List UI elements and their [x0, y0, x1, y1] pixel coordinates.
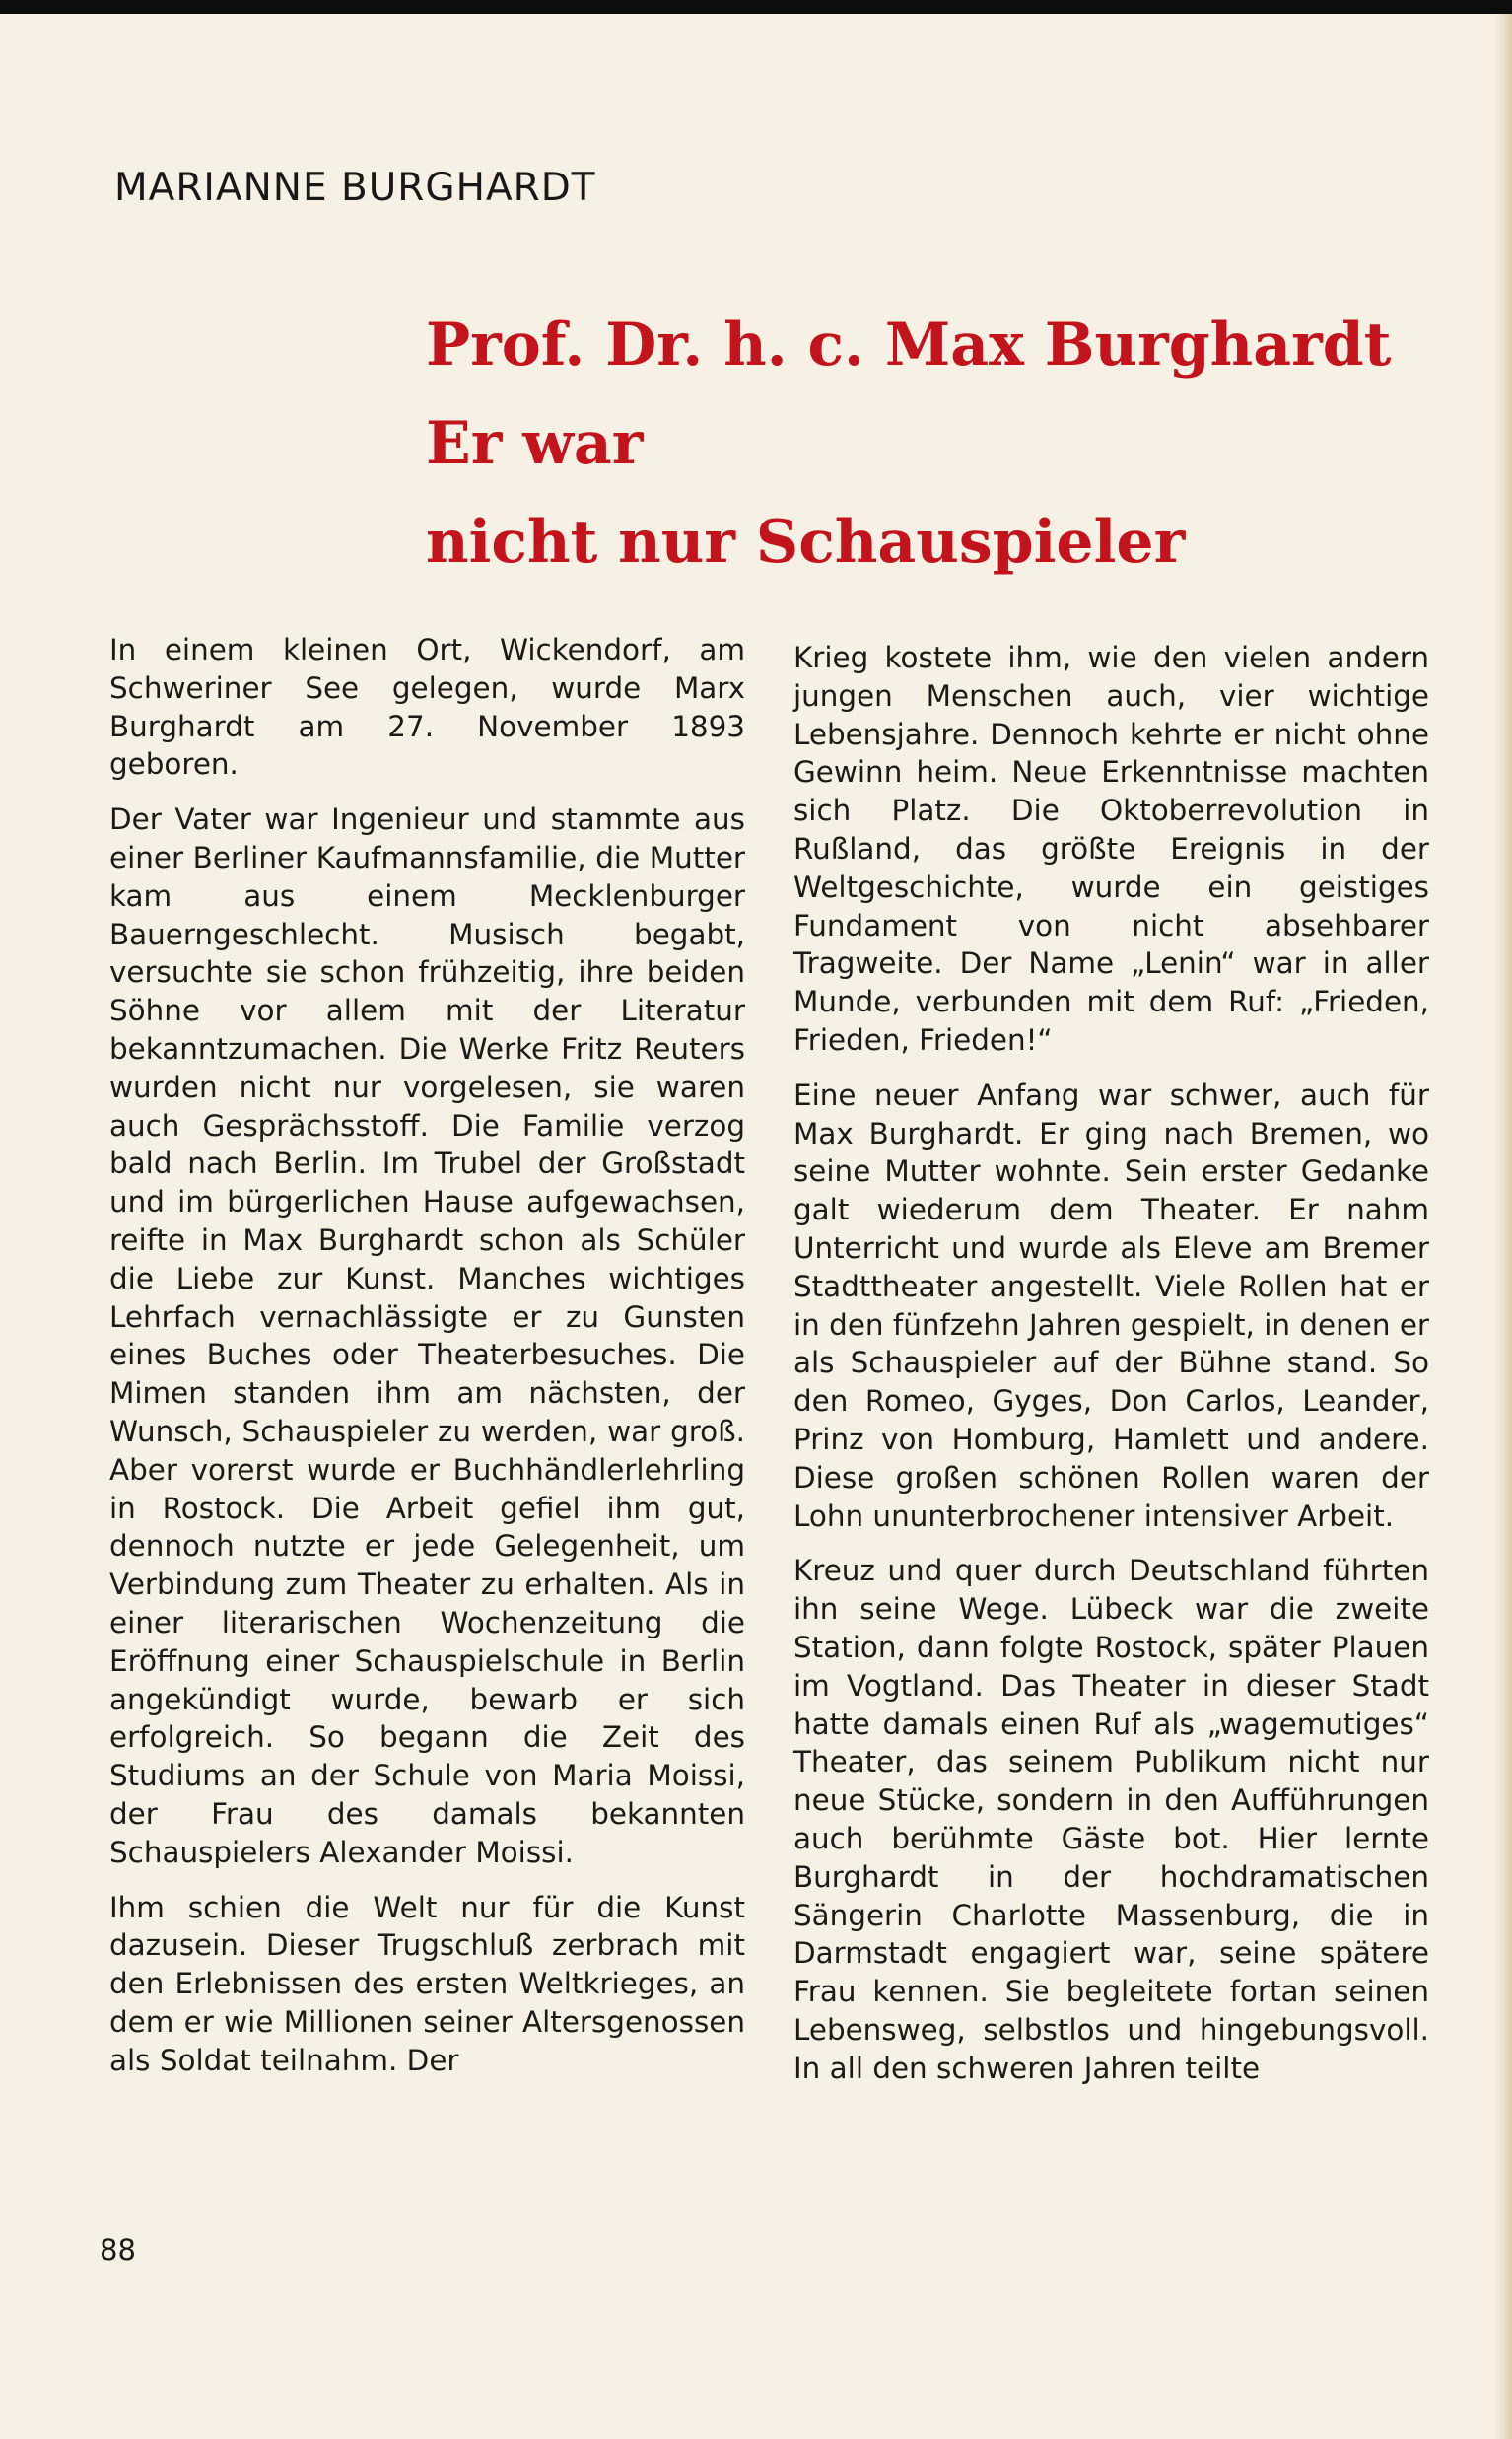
paragraph: Eine neuer Anfang war schwer, auch für Max Burghardt. Er ging nach Bremen, wo seine Mutter wohnte. Sein erster Gedanke galt wiederum dem Theater. Er nahm Unterricht und wurde als Eleve am Bremer Stadttheater angestellt. Viele Rollen hat er in den fünfzehn Jahren gespielt, in denen er als Schauspieler auf der Bühne stand. So den Romeo, Gyges, Don Carlos, Leander, Prinz von Homburg, Hamlett und andere. Diese großen schönen Rollen waren der Lohn ununterbrochener intensiver Arbeit. — [793, 1078, 1429, 1533]
right-text-column — [793, 639, 1429, 2104]
paragraph: Krieg kostete ihm, wie den vielen andern jungen Menschen auch, vier wichtige Lebensjahre. Dennoch kehrte er nicht ohne Gewinn heim. Neue Erkenntnisse machten sich Platz. Die Oktoberrevolution in Rußland, das größte Ereignis in der Weltgeschichte, wurde ein geistiges Fundament von nicht absehbarer Tragweite. Der Name „Lenin“ war in aller Munde, verbunden mit dem Ruf: „Frieden, Frieden, Frieden!“ — [793, 641, 1429, 1057]
title-line-3: nicht nur Schauspieler — [426, 508, 1186, 577]
article-title — [426, 296, 1461, 592]
author-name: MARIANNE BURGHARDT — [114, 166, 596, 210]
paragraph: Kreuz und quer durch Deutschland führten ihn seine Wege. Lübeck war die zweite Station, dann folgte Rostock, später Plauen im Vogtland. Das Theater in dieser Stadt hatte damals einen Ruf als „wagemutiges“ Theater, das seinem Publikum nicht nur neue Stücke, sondern in den Aufführungen auch berühmte Gäste bot. Hier lernte Burghardt in der hochdramatischen Sängerin Charlotte Massenburg, die in Darmstadt engagiert war, seine spätere Frau kennen. Sie begleitete fortan seinen Lebensweg, selbstlos und hingebungsvoll. In all den schweren Jahren teilte — [793, 1554, 1429, 2085]
title-line-2: Er war — [426, 409, 644, 478]
paragraph: In einem kleinen Ort, Wickendorf, am Schweriner See gelegen, wurde Marx Burghardt am 27. November 1893 geboren. — [109, 633, 745, 782]
left-text-column — [109, 631, 745, 2096]
page-edge-shadow — [1494, 14, 1512, 2439]
page-number: 88 — [100, 2233, 136, 2266]
scan-top-border — [0, 0, 1512, 14]
paragraph: Der Vater war Ingenieur und stammte aus einer Berliner Kaufmannsfamilie, die Mutter kam aus einem Mecklenburger Bauerngeschlecht. Musisch begabt, versuchte sie schon frühzeitig, ihre beiden Söhne vor allem mit der Literatur bekanntzumachen. Die Werke Fritz Reuters wurden nicht nur vorgelesen, sie waren auch Gesprächsstoff. Die Familie verzog bald nach Berlin. Im Trubel der Großstadt und im bürgerlichen Hause aufgewachsen, reifte in Max Burghardt schon als Schüler die Liebe zur Kunst. Manches wichtiges Lehrfach vernachlässigte er zu Gunsten eines Buches oder Theaterbesuches. Die Mimen standen ihm am nächsten, der Wunsch, Schauspieler zu werden, war groß. Aber vorerst wurde er Buchhändlerlehrling in Rostock. Die Arbeit gefiel ihm gut, dennoch nutzte er jede Gelegenheit, um Verbindung zum Theater zu erhalten. Als in einer literarischen Wochenzeitung die Eröffnung einer Schauspielschule in Berlin angekündigt wurde, bewarb er sich erfolgreich. So begann die Zeit des Studiums an der Schule von Maria Moissi, der Frau des damals bekannten Schauspielers Alexander Moissi. — [109, 802, 745, 1869]
title-line-1: Prof. Dr. h. c. Max Burghardt — [426, 311, 1392, 380]
paragraph: Ihm schien die Welt nur für die Kunst dazusein. Dieser Trugschluß zerbrach mit den Erlebnissen des ersten Weltkrieges, an dem er wie Millionen seiner Altersgenossen als Soldat teilnahm. Der — [109, 1890, 745, 2077]
